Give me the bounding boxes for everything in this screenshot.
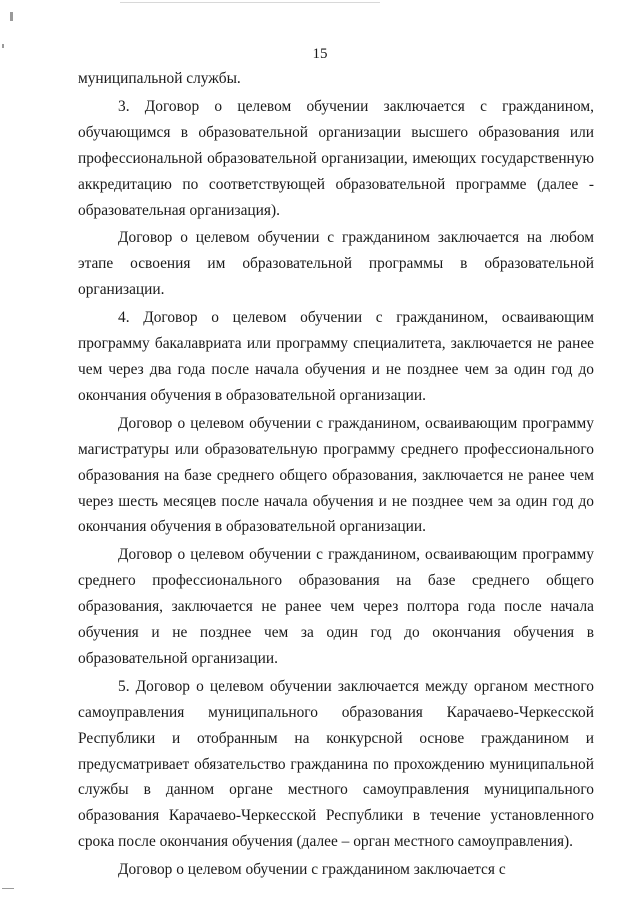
paragraph: Договор о целевом обучении с гражданином, осваивающим программу магистратуры или образовательную программу среднего профессионального образования на базе среднего общего образования, заключается не ранее чем через шесть месяцев после начала обучения и не позднее чем за один год до окончания обучения в образовательной организации. — [78, 414, 594, 536]
paragraph: 4. Договор о целевом обучении с гражданином, осваивающим программу бакалавриата или программу специалитета, заключается не ранее чем через два года после начала обучения и не позднее чем за один год до окончания обучения в образовательной организации. — [78, 309, 594, 404]
document-body — [78, 66, 594, 883]
paragraph: Договор о целевом обучении с гражданином заключается на любом этапе освоения им образовательной программы в образовательной организации. — [78, 229, 594, 299]
paragraph: 3. Договор о целевом обучении заключается с гражданином, обучающимся в образовательной организации высшего образования или профессиональной образовательной организации, имеющих государственную аккредитацию по соответствующей образовательной программе (далее - образовательная организация). — [78, 97, 594, 219]
paragraph: муниципальной службы. — [78, 70, 241, 87]
paragraph: Договор о целевом обучении с гражданином заключается с — [118, 861, 506, 879]
scan-edge-mark-top-line — [120, 2, 380, 3]
paragraph: 5. Договор о целевом обучении заключается между органом местного самоуправления муниципального образования Карачаево-Черкесской Республики и отобранным на конкурсной основе гражданином и предусматривает обязательство гражданина по прохождению муниципальной службы в данном органе местного самоуправления муниципального образования Карачаево-Черкесской Республики в течение установленного срока после окончания обучения (далее – орган местного самоуправления). — [78, 677, 594, 851]
paragraph: Договор о целевом обучении с гражданином, осваивающим программу среднего профессионального образования на базе среднего общего образования, заключается не ранее чем через полтора года после начала обучения и не позднее чем за один год до окончания обучения в образовательной организации. — [78, 546, 594, 667]
page-number: 15 — [312, 46, 328, 62]
scan-edge-mark-bottom — [2, 888, 14, 889]
scan-edge-mark-top — [10, 12, 13, 21]
